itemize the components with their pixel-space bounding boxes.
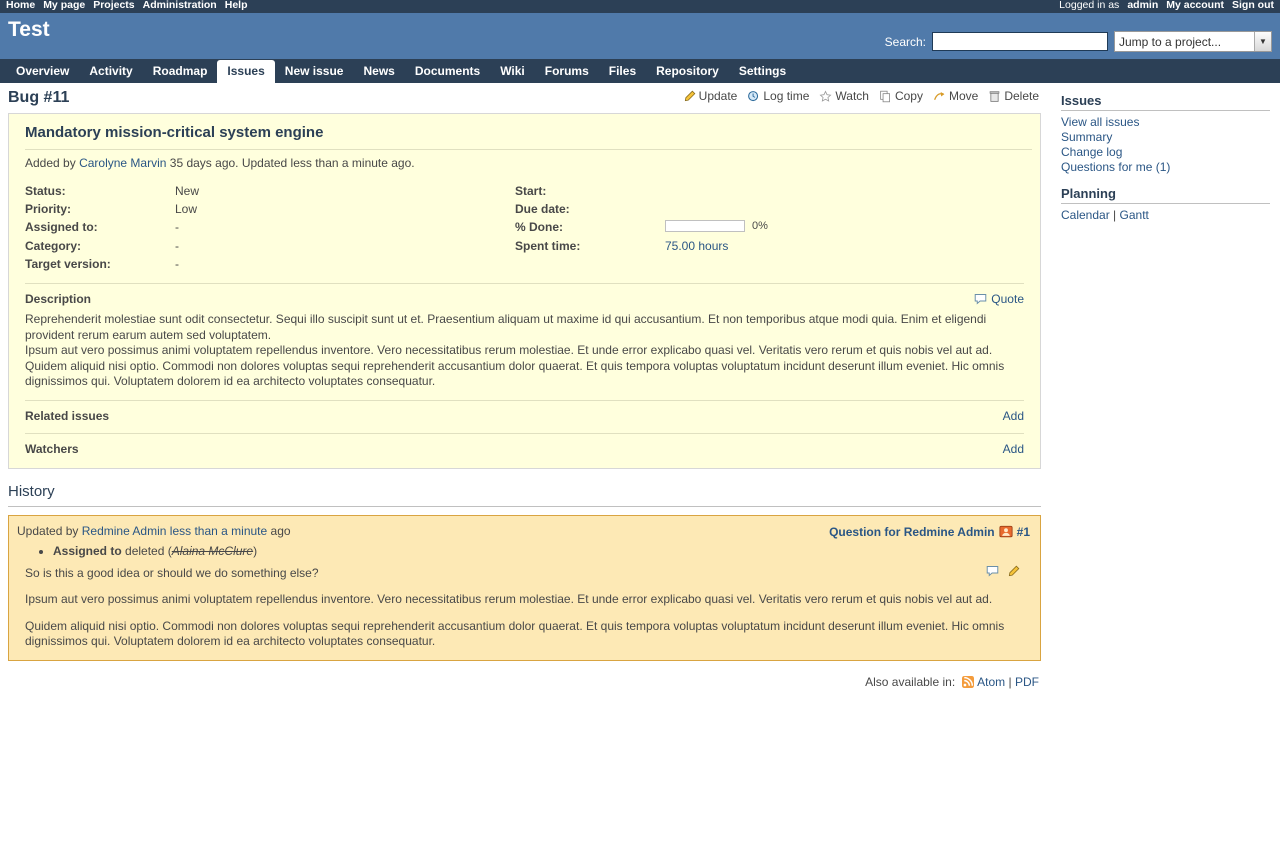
done-ratio-label: % Done:	[515, 220, 563, 234]
category-value: -	[175, 239, 179, 253]
issue-author-link[interactable]: Carolyne Marvin	[79, 156, 167, 170]
search-input[interactable]	[932, 32, 1108, 51]
main-menu-item	[490, 60, 535, 83]
comment-icon	[974, 293, 987, 305]
quick-search	[885, 31, 1272, 52]
empty-value	[665, 255, 1040, 273]
added-time-label: 35 days ago. Updated less than a minute ago.	[169, 156, 415, 170]
page-title: Bug #11	[8, 89, 70, 106]
tab-new-issue[interactable]: New issue	[284, 64, 344, 78]
attributes-row	[25, 255, 1040, 273]
quote-note-button[interactable]	[986, 564, 999, 580]
done-ratio-value	[665, 218, 1040, 237]
sidebar-issues-list	[1061, 115, 1270, 174]
tab-files[interactable]: Files	[608, 64, 637, 78]
watchers-header	[25, 442, 1024, 456]
chevron-down-icon: ▼	[1254, 32, 1271, 51]
watchers-add-wrap	[1003, 442, 1024, 456]
tab-wiki[interactable]: Wiki	[500, 64, 525, 78]
divider	[25, 283, 1024, 284]
spent-time-value	[665, 237, 1040, 255]
progress-bar	[665, 220, 745, 232]
star-icon	[819, 90, 832, 103]
sidebar-item-summary[interactable]: Summary	[1061, 130, 1113, 144]
list-item	[1061, 160, 1270, 174]
journal-note-paragraph: Quidem aliquid nisi optio. Commodi non dolores voluptas sequi reprehenderit accusantium dolor quaerat. Et quis tempora voluptas voluptatum incidunt deserunt illum eveniet. Hic omnis dignissimos qui. Voluptatem dolorem id ea architecto voluptates consequatur.	[25, 618, 1005, 648]
watch-button[interactable]	[819, 89, 869, 103]
update-button[interactable]	[683, 89, 738, 103]
main-menu-item	[217, 60, 274, 83]
list-item	[1061, 130, 1270, 144]
quote-action	[974, 292, 1024, 308]
divider	[25, 433, 1024, 434]
sidebar-item-questions-for-me[interactable]: Questions for me (1)	[1061, 160, 1171, 174]
top-link-projects[interactable]: Projects	[93, 0, 135, 11]
pencil-icon	[683, 90, 696, 103]
formats-separator: |	[1008, 674, 1012, 689]
sidebar-item-change-log[interactable]: Change log	[1061, 145, 1123, 159]
journal-detail-old-value: Alaina McClure	[171, 543, 254, 558]
description-paragraph: Reprehenderit molestiae sunt odit consectetur. Sequi illo suscipit sunt ut et. Praesentium aliquam ut maxime id qui accusantium. Et non temporibus atque modi quia. Enim et eligendi provident rerum earum autem sed voluptatem.	[25, 312, 987, 342]
watch-label: Watch	[835, 89, 869, 103]
project-title: Test	[8, 18, 50, 41]
spent-time-link[interactable]: 75.00 hours	[665, 239, 729, 253]
watchers-add-button[interactable]: Add	[1002, 441, 1024, 456]
sidebar-item-gantt[interactable]: Gantt	[1119, 208, 1149, 222]
journal-time-link[interactable]: less than a minute	[169, 523, 268, 538]
list-item	[1061, 115, 1270, 129]
question-for-user-link[interactable]: Question for Redmine Admin	[829, 524, 995, 539]
delete-label: Delete	[1004, 89, 1039, 103]
journal-anchor-link[interactable]: #1	[1016, 524, 1030, 539]
journal-entry	[8, 515, 1041, 661]
attributes-row	[25, 182, 1040, 200]
progress-percent: 0%	[752, 220, 768, 232]
description-header	[25, 292, 1024, 306]
feed-icon	[962, 676, 974, 688]
main-menu-item	[646, 60, 729, 83]
quote-label: Quote	[991, 292, 1024, 306]
top-link-home[interactable]: Home	[6, 0, 36, 11]
project-header	[0, 13, 1280, 59]
journal-note-paragraph: Ipsum aut vero possimus animi voluptatem repellendus inventore. Vero necessitatibus rerum molestiae. Et unde error explicabo quasi vel. Veritatis vero rerum et quis nobis vel aut ad.	[25, 592, 993, 606]
tab-settings[interactable]: Settings	[738, 64, 787, 78]
issue-details-box	[8, 113, 1041, 469]
atom-link[interactable]: Atom	[977, 674, 1006, 689]
top-link-help[interactable]: Help	[224, 0, 248, 11]
update-label: Update	[698, 89, 738, 103]
description-title: Description	[25, 292, 92, 306]
quote-button[interactable]	[974, 292, 1024, 306]
top-menu-left	[6, 0, 256, 11]
user-badge-icon	[999, 525, 1013, 538]
sidebar-item-calendar[interactable]: Calendar	[1061, 208, 1110, 222]
issue-attributes-table	[25, 182, 1040, 273]
related-issues-title: Related issues	[25, 408, 110, 423]
journal-notes	[25, 566, 1030, 650]
related-issues-header	[25, 409, 1024, 423]
top-link-my-page[interactable]: My page	[43, 0, 86, 11]
due-date-value	[665, 200, 1040, 218]
move-button[interactable]	[933, 89, 978, 103]
contextual-actions	[683, 89, 1039, 103]
status-value: New	[175, 184, 200, 198]
category-label: Category:	[25, 239, 82, 253]
journal-note-actions	[986, 564, 1020, 580]
sidebar-issues-header: Issues	[1061, 93, 1270, 111]
main-menu-item	[405, 60, 490, 83]
issue-author-line	[25, 156, 1032, 170]
assigned-to-label: Assigned to:	[25, 220, 98, 234]
tab-documents[interactable]: Documents	[414, 64, 481, 78]
move-label: Move	[948, 89, 979, 103]
priority-value: Low	[175, 202, 198, 216]
tab-issues[interactable]: Issues	[217, 60, 274, 83]
move-icon	[933, 90, 946, 103]
main-content	[0, 83, 1049, 689]
copy-button[interactable]	[879, 89, 923, 103]
tab-news[interactable]: News	[363, 64, 395, 78]
comment-icon	[986, 565, 999, 577]
sidebar-item-view-all-issues[interactable]: View all issues	[1061, 115, 1140, 129]
divider	[25, 400, 1024, 401]
sidebar-planning-links	[1061, 208, 1270, 222]
list-item	[1061, 145, 1270, 159]
clock-icon	[747, 90, 760, 103]
target-version-label: Target version:	[25, 257, 111, 271]
updated-by-label: Updated by	[17, 523, 79, 538]
start-value	[665, 182, 1040, 200]
top-link-administration[interactable]: Administration	[142, 0, 217, 11]
project-main-menu	[0, 59, 1280, 83]
page-wrapper	[0, 83, 1280, 689]
search-label: Search:	[884, 34, 926, 49]
log-time-button[interactable]	[747, 89, 809, 103]
planning-separator: |	[1113, 208, 1117, 222]
issue-description	[25, 312, 1024, 390]
sidebar-planning-header: Planning	[1061, 186, 1270, 204]
target-version-value: -	[175, 257, 179, 271]
edit-note-button[interactable]	[1007, 564, 1020, 580]
journal-author-link[interactable]: Redmine Admin	[81, 523, 167, 538]
journal-detail-action: deleted	[125, 543, 165, 558]
history-title: History	[8, 483, 1041, 507]
tab-overview[interactable]: Overview	[16, 64, 70, 78]
pdf-link[interactable]: PDF	[1015, 674, 1039, 689]
main-menu-item	[599, 60, 646, 83]
main-menu-list	[6, 59, 1280, 83]
delete-button[interactable]	[988, 89, 1039, 103]
tab-activity[interactable]: Activity	[89, 64, 133, 78]
also-available-label: Also available in:	[865, 674, 956, 689]
copy-label: Copy	[894, 89, 923, 103]
journal-details-list	[35, 544, 1030, 558]
sign-out-link[interactable]: Sign out	[1232, 0, 1274, 11]
journal-detail-item: • Assigned to deleted (Alaina McClure)	[53, 544, 1030, 558]
journal-time-suffix: ago	[270, 523, 291, 538]
tab-roadmap[interactable]: Roadmap	[152, 64, 208, 78]
current-user-link[interactable]: admin	[1127, 0, 1159, 11]
empty-label	[515, 255, 665, 273]
main-menu-item	[729, 60, 796, 83]
journal-header	[17, 524, 1030, 538]
progress-wrap	[665, 220, 768, 232]
tab-repository[interactable]: Repository	[656, 64, 719, 78]
main-menu-item	[143, 60, 218, 83]
trash-icon	[988, 90, 1001, 103]
issue-subject: Mandatory mission-critical system engine	[25, 124, 1032, 150]
log-time-label: Log time	[763, 89, 810, 103]
main-menu-item	[79, 60, 142, 83]
main-menu-item	[353, 60, 404, 83]
project-jump-label: Jump to a project...	[1119, 34, 1222, 49]
attributes-row	[25, 218, 1040, 237]
journal-question-block	[829, 525, 1030, 539]
status-label: Status:	[25, 184, 66, 198]
priority-label: Priority:	[25, 202, 72, 216]
due-date-label: Due date:	[515, 202, 570, 216]
my-account-link[interactable]: My account	[1166, 0, 1224, 11]
watchers-title: Watchers	[25, 441, 79, 456]
tab-forums[interactable]: Forums	[544, 64, 589, 78]
description-paragraph: Ipsum aut vero possimus animi voluptatem repellendus inventore. Vero necessitatibus rerum molestiae. Et unde error explicabo quasi vel. Veritatis vero rerum et quis nobis vel aut ad.	[25, 343, 993, 357]
journal-detail-field: Assigned to	[53, 543, 122, 558]
attributes-row	[25, 200, 1040, 218]
related-issues-add-button[interactable]: Add	[1002, 408, 1024, 423]
logged-in-label: Logged in as	[1059, 0, 1120, 11]
pencil-icon	[1007, 565, 1020, 578]
spent-time-label: Spent time:	[515, 239, 581, 253]
main-menu-item	[535, 60, 599, 83]
other-formats	[8, 675, 1039, 689]
assigned-to-value: -	[175, 220, 179, 234]
project-jump-box[interactable]	[1114, 31, 1272, 52]
top-menu-right	[1059, 0, 1274, 11]
main-menu-item	[275, 60, 354, 83]
start-label: Start:	[515, 184, 547, 198]
copy-icon	[879, 90, 892, 103]
attributes-row	[25, 237, 1040, 255]
description-paragraph: Quidem aliquid nisi optio. Commodi non dolores voluptas sequi reprehenderit accusantium dolor quaerat. Et quis tempora voluptas voluptatum incidunt deserunt illum eveniet. Hic omnis dignissimos qui. Voluptatem dolorem id ea architecto voluptates consequatur.	[25, 358, 1005, 388]
top-account-bar	[0, 0, 1280, 13]
related-issues-add-wrap	[1003, 409, 1024, 423]
sidebar	[1049, 83, 1280, 222]
main-menu-item	[6, 60, 79, 83]
journal-note-paragraph: So is this a good idea or should we do something else?	[25, 565, 319, 580]
added-by-label: Added by	[25, 156, 76, 170]
